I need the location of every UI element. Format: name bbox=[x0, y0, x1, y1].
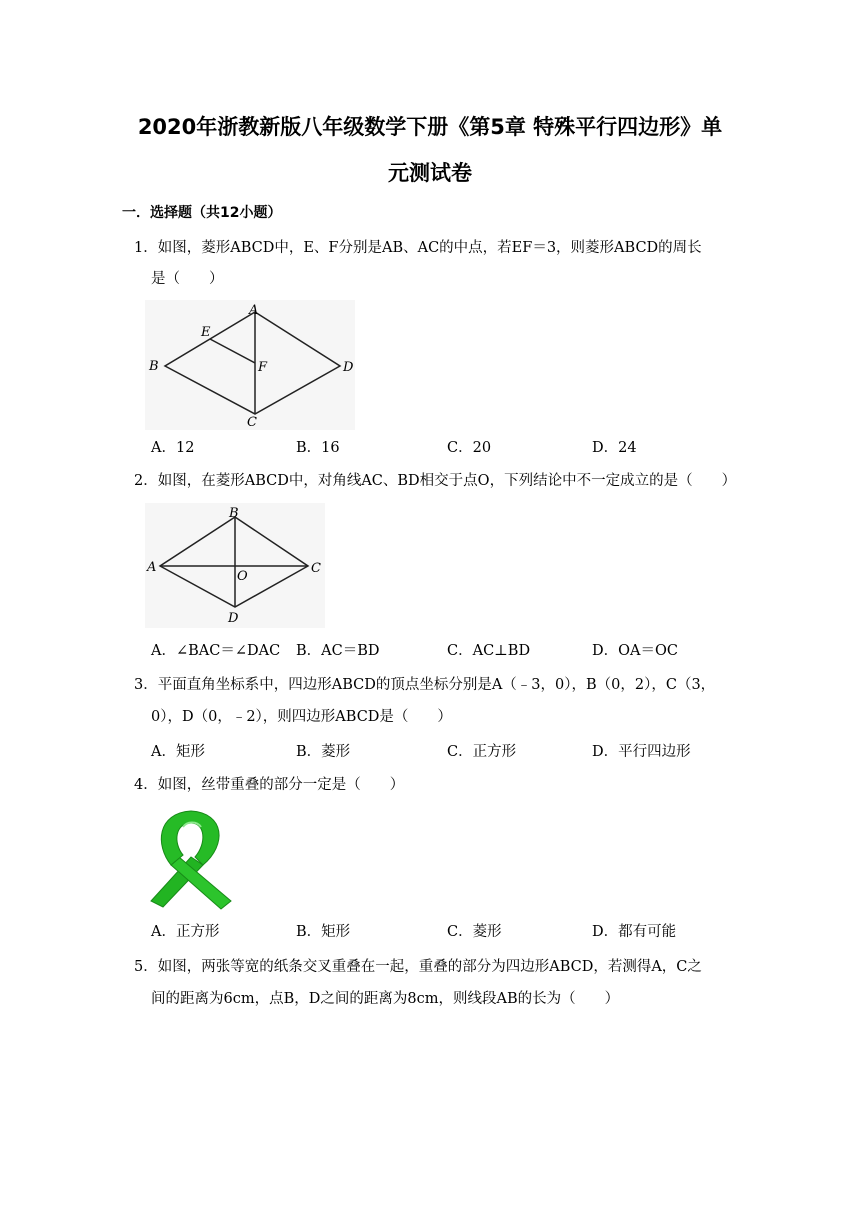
q3-text-line1: 3．平面直角坐标系中，四边形ABCD的顶点坐标分别是A（﹣3，0），B（0，2），C（3， bbox=[134, 677, 716, 693]
q1-label-a: A bbox=[249, 303, 259, 318]
q4-option-b: B．矩形 bbox=[296, 924, 351, 940]
q2-text-line1: 2．如图，在菱形ABCD中，对角线AC、BD相交于点O，下列结论中不一定成立的是（ ） bbox=[134, 473, 737, 489]
q2-label-b: B bbox=[229, 506, 239, 521]
q1-label-c: C bbox=[247, 415, 257, 430]
q1-option-b: B．16 bbox=[296, 440, 340, 456]
q1-option-a: A．12 bbox=[151, 440, 195, 456]
q2-option-a: A．∠BAC＝∠DAC bbox=[151, 643, 281, 659]
q1-rhombus-figure bbox=[145, 300, 355, 430]
q2-option-b: B．AC＝BD bbox=[296, 643, 380, 659]
q4-option-a: A．正方形 bbox=[151, 924, 220, 940]
q1-label-d: D bbox=[343, 360, 354, 375]
q4-text-line1: 4．如图，丝带重叠的部分一定是（ ） bbox=[134, 777, 405, 793]
q1-option-d: D．24 bbox=[592, 440, 637, 456]
q1-text-line1: 1．如图，菱形ABCD中，E、F分别是AB、AC的中点，若EF＝3，则菱形ABCD的周长 bbox=[134, 240, 702, 256]
q1-option-c: C．20 bbox=[447, 440, 492, 456]
q1-text-line2: 是（ ） bbox=[151, 271, 224, 287]
q4-option-c: C．菱形 bbox=[447, 924, 502, 940]
page-title-line2: 元测试卷 bbox=[388, 161, 472, 185]
q1-label-e: E bbox=[201, 325, 211, 340]
q2-option-c: C．AC⊥BD bbox=[447, 643, 531, 659]
q2-label-a: A bbox=[147, 560, 157, 575]
q2-label-o: O bbox=[237, 569, 248, 584]
q2-option-d: D．OA＝OC bbox=[592, 643, 678, 659]
q2-label-d: D bbox=[228, 611, 239, 626]
q3-option-c: C．正方形 bbox=[447, 744, 517, 760]
q4-option-d: D．都有可能 bbox=[592, 924, 677, 940]
section-heading: 一．选择题（共12小题） bbox=[122, 205, 282, 221]
q2-rhombus-figure bbox=[145, 503, 325, 628]
q3-text-line2: 0），D（0，﹣2），则四边形ABCD是（ ） bbox=[151, 709, 452, 725]
q1-label-f: F bbox=[258, 360, 268, 375]
q2-label-c: C bbox=[311, 561, 321, 576]
q3-option-a: A．矩形 bbox=[151, 744, 205, 760]
q1-label-b: B bbox=[149, 359, 159, 374]
q3-option-d: D．平行四边形 bbox=[592, 744, 691, 760]
q3-option-b: B．菱形 bbox=[296, 744, 351, 760]
q4-ribbon-figure bbox=[145, 805, 237, 913]
q5-text-line2: 间的距离为6cm，点B，D之间的距离为8cm，则线段AB的长为（ ） bbox=[151, 991, 620, 1007]
q5-text-line1: 5．如图，两张等宽的纸条交叉重叠在一起，重叠的部分为四边形ABCD，若测得A，C之 bbox=[134, 959, 702, 975]
page-title-line1: 2020年浙教新版八年级数学下册《第5章 特殊平行四边形》单 bbox=[137, 115, 723, 139]
